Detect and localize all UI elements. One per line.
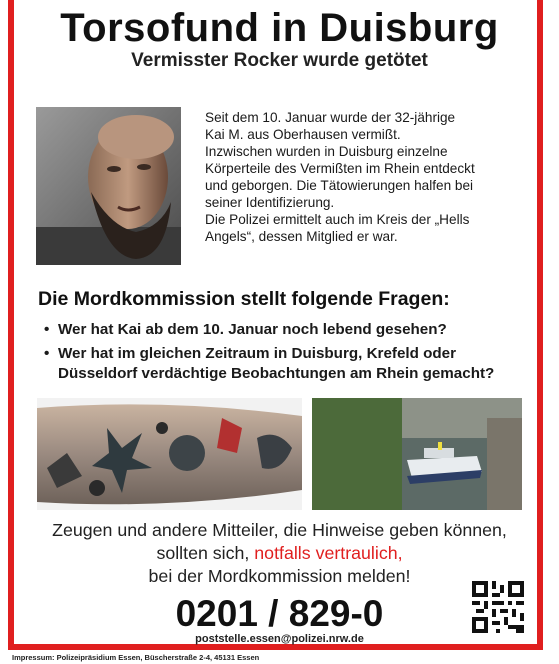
- confidential-highlight: notfalls vertraulich,: [254, 543, 403, 563]
- story-text: [205, 109, 535, 245]
- question-item: [44, 320, 534, 340]
- tattoo-photo: [37, 398, 302, 510]
- story-line: Kai M. aus Oberhausen vermißt.: [205, 127, 401, 142]
- story-line: seiner Identifizierung.: [205, 195, 335, 210]
- question-text: Wer hat Kai ab dem 10. Januar noch lebend gesehen?: [58, 321, 447, 338]
- story-line: Seit dem 10. Januar wurde der 32-jährige: [205, 110, 456, 125]
- story-line: Die Polizei ermittelt auch im Kreis der „Hells: [205, 212, 470, 227]
- questions-heading: Die Mordkommission stellt folgende Fragen:: [38, 288, 450, 310]
- qr-code-icon: [472, 581, 524, 633]
- river-photo: [312, 398, 522, 510]
- contact-email: poststelle.essen@polizei.nrw.de: [195, 633, 364, 645]
- questions-list: [44, 320, 534, 388]
- bullet: •: [44, 321, 50, 338]
- bullet: •: [44, 345, 50, 362]
- witness-line: bei der Mordkommission melden!: [148, 566, 411, 586]
- witness-line: Zeugen und andere Mitteiler, die Hinweise geben können,: [52, 520, 507, 540]
- question-item: [44, 344, 534, 384]
- story-line: Körperteile des Vermißten im Rhein entdeckt: [205, 161, 475, 176]
- witness-text: sollten sich,: [156, 543, 255, 563]
- victim-photo: [36, 107, 181, 265]
- poster-title: Torsofund in Duisburg: [60, 6, 499, 50]
- question-text: Wer hat im gleichen Zeitraum in Duisburg, Krefeld oder Düsseldorf verdächtige Beobachtungen am Rhein gemacht?: [58, 345, 495, 382]
- witness-appeal: [0, 519, 559, 588]
- story-line: Angels“, dessen Mitglied er war.: [205, 229, 398, 244]
- witness-line: [0, 542, 559, 565]
- phone-number: 0201 / 829-0: [175, 593, 384, 634]
- impressum: Impressum: Polizeipräsidium Essen, Büscherstraße 2-4, 45131 Essen: [12, 653, 260, 662]
- poster-subtitle: Vermisster Rocker wurde getötet: [131, 50, 428, 71]
- story-line: und geborgen. Die Tätowierungen halfen bei: [205, 178, 474, 193]
- story-line: Inzwischen wurden in Duisburg einzelne: [205, 144, 448, 159]
